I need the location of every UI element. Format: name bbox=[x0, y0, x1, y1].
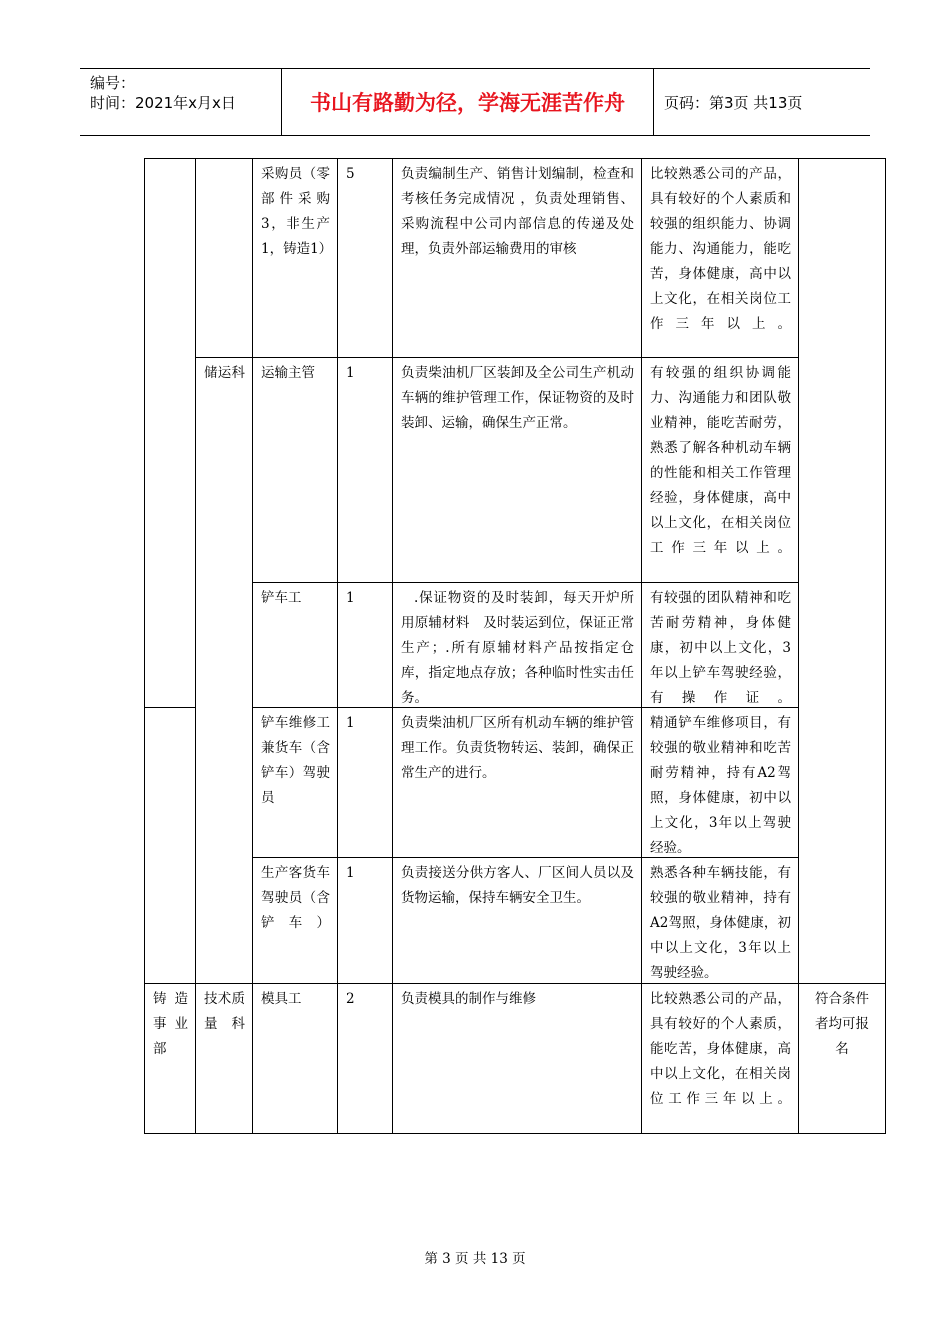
position-cell: 模具工 bbox=[261, 991, 302, 1007]
document-date-label: 时间：2021年x月x日 bbox=[90, 94, 236, 112]
requirement-cell: 比较熟悉公司的产品，具有较好的个人素质和较强的组织能力、协调能力、沟通能力，能吃苦，身体健康，高中以上文化，在相关岗位工作三年以上。 bbox=[650, 166, 791, 332]
note-cell: 符合条件者均可报名 bbox=[815, 991, 869, 1057]
duty-cell: .保证物资的及时装卸，每天开炉所用原辅材料 及时装运到位，保证正常生产；.所有原辅材料产品按指定仓库，指定地点存放；各种临时性实击任务。 bbox=[401, 590, 634, 706]
requirement-cell: 比较熟悉公司的产品，具有较好的个人素质，能吃苦，身体健康，高中以上文化，在相关岗位工作三年以上。 bbox=[650, 991, 791, 1107]
duty-cell: 负责柴油机厂区所有机动车辆的维护管理工作。负责货物转运、装卸，确保正常生产的进行。 bbox=[401, 715, 634, 781]
requirement-cell: 有较强的组织协调能力、沟通能力和团队敬业精神，能吃苦耐劳，熟悉了解各种机动车辆的性能和相关工作管理经验，身体健康，高中以上文化，在相关岗位工作三年以上。 bbox=[650, 365, 791, 556]
count-cell: 1 bbox=[346, 365, 355, 381]
section-cell: 技术质量科 bbox=[204, 991, 245, 1032]
department-cell: 铸造事业部 bbox=[153, 991, 188, 1057]
header-page-code: 页码：第3页 共13页 bbox=[664, 93, 803, 112]
count-cell: 1 bbox=[346, 590, 355, 606]
count-cell: 5 bbox=[346, 166, 355, 182]
position-cell: 铲车工 bbox=[261, 590, 302, 606]
position-cell: 运输主管 bbox=[261, 365, 315, 381]
count-cell: 1 bbox=[346, 715, 355, 731]
document-number-label: 编号： bbox=[90, 74, 136, 92]
duty-cell: 负责模具的制作与维修 bbox=[401, 991, 536, 1007]
header-motto: 书山有路勤为径，学海无涯苦作舟 bbox=[282, 69, 654, 135]
position-cell: 铲车维修工兼货车（含铲车）驾驶员 bbox=[261, 715, 330, 806]
count-cell: 2 bbox=[346, 991, 355, 1007]
count-cell: 1 bbox=[346, 865, 355, 881]
page-header bbox=[80, 68, 870, 136]
duty-cell: 负责柴油机厂区装卸及全公司生产机动车辆的维护管理工作，保证物资的及时装卸、运输，确保生产正常。 bbox=[401, 365, 634, 431]
position-cell: 生产客货车驾驶员（含铲车） bbox=[261, 865, 330, 931]
position-cell: 采购员（零部件采购3，非生产1，铸造1） bbox=[261, 166, 333, 257]
requirement-cell: 熟悉各种车辆技能，有较强的敬业精神，持有A2驾照，身体健康，初中以上文化，3年以上驾驶经验。 bbox=[650, 865, 791, 981]
requirement-cell: 精通铲车维修项目，有较强的敬业精神和吃苦耐劳精神，持有A2驾照，身体健康，初中以上文化，3年以上驾驶经验。 bbox=[650, 715, 791, 856]
page-footer: 第 3 页 共 13 页 bbox=[424, 1251, 526, 1267]
header-meta bbox=[80, 69, 282, 135]
section-cell: 储运科 bbox=[204, 365, 245, 381]
duty-cell: 负责编制生产、销售计划编制，检查和考核任务完成情况 ，负责处理销售、采购流程中公司内部信息的传递及处理，负责外部运输费用的审核 bbox=[401, 166, 634, 257]
requirement-cell: 有较强的团队精神和吃苦耐劳精神，身体健康，初中以上文化，3年以上铲车驾驶经验，有操作证。 bbox=[650, 590, 791, 706]
duty-cell: 负责接送分供方客人、厂区间人员以及货物运输，保持车辆安全卫生。 bbox=[401, 865, 634, 906]
